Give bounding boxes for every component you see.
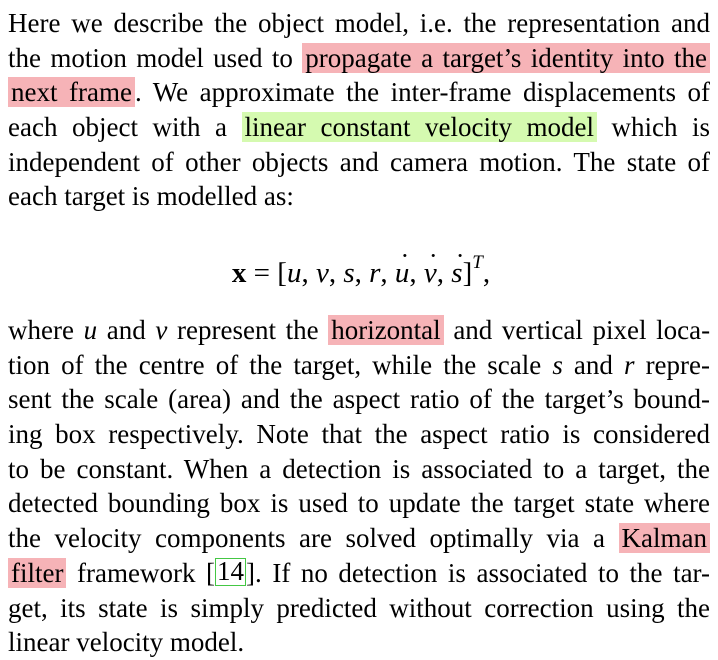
text-line: ing box respectively. Note that the aspect ratio is considered xyxy=(8,419,710,450)
text-line: to be constant. When a detection is associated to a target, the xyxy=(8,453,710,484)
paragraph-object-model xyxy=(8,6,710,214)
text-line: where u and v represent the horizontal and vertical pixel loca- xyxy=(8,315,711,345)
paragraph-state-description xyxy=(8,313,710,660)
text-line: the motion model used to propagate a target’s identity into the xyxy=(8,41,710,76)
highlight-linear-velocity-model: linear constant velocity model xyxy=(242,112,597,142)
text-line: linear velocity model. xyxy=(8,627,245,658)
highlight-horizontal: horizontal xyxy=(328,315,443,345)
highlight-kalman: Kalman xyxy=(619,523,710,553)
text-line: sent the scale (area) and the aspect ratio of the target’s bound- xyxy=(8,384,710,415)
text-line: Here we describe the object model, i.e. the representation and xyxy=(8,8,710,38)
text-line: tion of the centre of the target, while the scale s and r repre- xyxy=(8,349,711,380)
text-line: independent of other objects and camera motion. The state of xyxy=(8,146,710,177)
citation-link-14[interactable]: 14 xyxy=(217,555,245,586)
highlight-filter: filter xyxy=(8,558,66,588)
text-line: the velocity components are solved optimally via a Kalman xyxy=(8,521,710,556)
text-line: next frame . We approximate the inter-frame displacements of xyxy=(8,75,710,110)
text-line: each target is modelled as: xyxy=(8,181,294,212)
text-line: detected bounding box is used to update the target state where xyxy=(8,488,710,519)
state-equation: x = [u, v, s, r, u ˙, v ˙, s ˙]$^T$, xyxy=(8,250,710,296)
highlight-propagate-identity: propagate a target’s identity into the xyxy=(302,43,710,73)
text-line: filter framework [14]. If no detection is associated to the tar- xyxy=(8,556,710,591)
text-line: get, its state is simply predicted without correction using the xyxy=(8,592,710,623)
paper-excerpt xyxy=(8,6,711,658)
text-line: each object with a linear constant velocity model which is xyxy=(8,112,711,143)
highlight-next-frame: next frame xyxy=(8,77,135,107)
